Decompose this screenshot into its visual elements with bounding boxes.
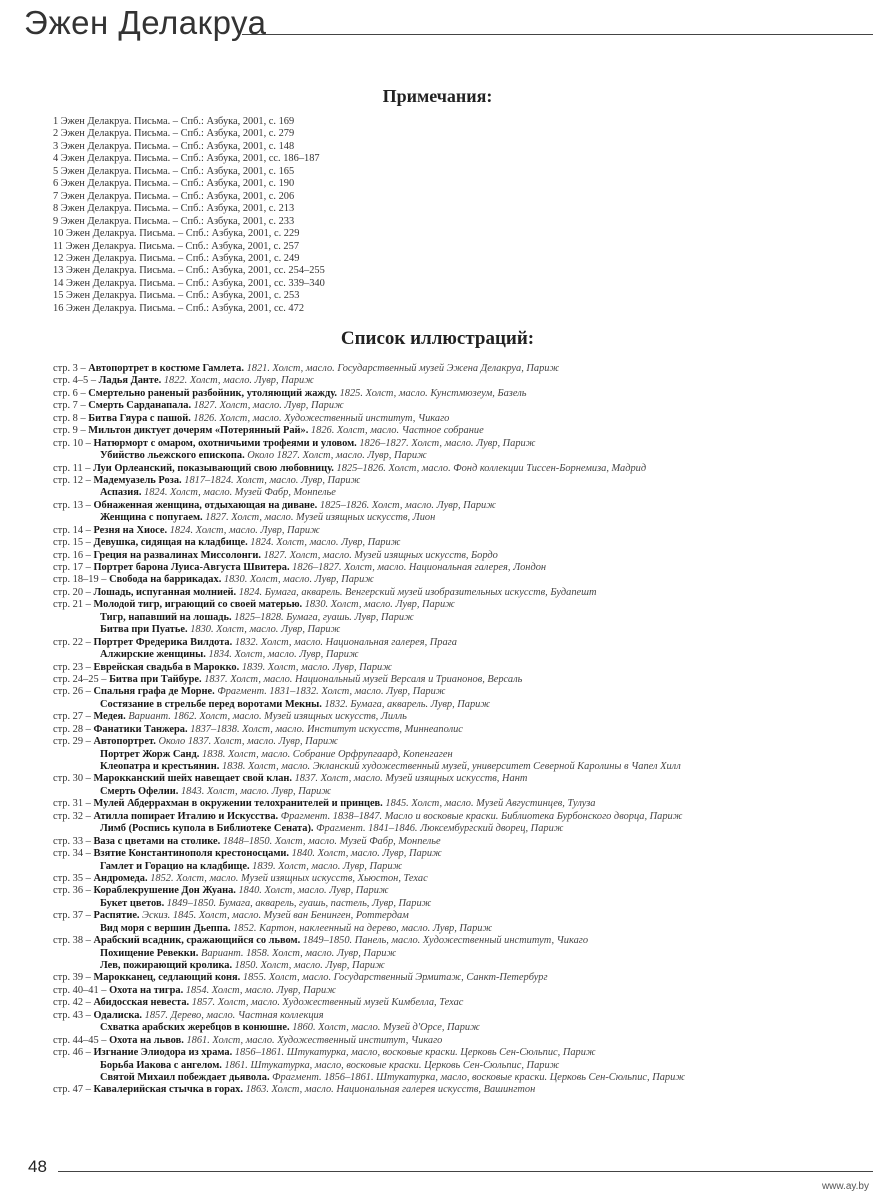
illustration-row <box>53 624 868 636</box>
illustration-details: 1856–1861. Штукатурка, масло, восковые краски. Церковь Сен-Сюльпис, Париж <box>234 1047 596 1059</box>
illustration-title: Одалиска. <box>93 1009 143 1021</box>
illustration-title: Клеопатра и крестьянин. <box>100 761 220 772</box>
illustration-details: 1838. Холст, масло. Собрание Орфрупгаард, Копенгаген <box>202 748 453 760</box>
illustration-page: стр. 23 – <box>53 661 91 673</box>
illustration-details: Эскиз. 1845. Холст, масло. Музей ван Бенинген, Роттердам <box>142 910 409 922</box>
illustration-title: Аспазия. <box>100 487 142 499</box>
illustration-details: 1852. Холст, масло. Музей изящных искусств, Хьюстон, Техас <box>150 872 428 884</box>
illustration-details: 1852. Картон, наклеенный на дерево, масло. Лувр, Париж <box>233 922 493 934</box>
illustration-title: Борьба Иакова с ангелом. <box>100 1059 222 1071</box>
illustration-title: Луи Орлеанский, показывающий свою любовницу. <box>93 462 334 474</box>
illustration-details: 1837. Холст, масло. Национальный музей Версаля и Трианонов, Версаль <box>204 673 523 685</box>
illustration-details: 1861. Холст, масло. Художественный институт, Чикаго <box>186 1034 443 1046</box>
illustration-title: Состязание в стрельбе перед воротами Мекны. <box>100 698 322 710</box>
illustration-page: стр. 26 – <box>53 686 91 698</box>
illustration-title: Схватка арабских жеребцов в конюшне. <box>100 1022 290 1034</box>
illustration-row <box>53 400 868 412</box>
illustration-row <box>53 798 868 810</box>
illustration-title: Смерть Офелии. <box>100 785 179 797</box>
illustration-page: стр. 22 – <box>53 636 91 648</box>
illustration-page: стр. 29 – <box>53 736 91 748</box>
illustration-title: Битва Гяура с пашой. <box>88 412 191 424</box>
illustration-title: Абидосская невеста. <box>93 997 190 1009</box>
illustration-title: Обнаженная женщина, отдыхающая на диване. <box>93 499 318 511</box>
illustration-row <box>53 525 868 537</box>
illustration-page: стр. 39 – <box>53 972 91 984</box>
illustration-details: 1839. Холст, масло. Лувр, Париж <box>252 860 403 872</box>
illustration-details: 1863. Холст, масло. Национальная галерея искусств, Вашингтон <box>245 1084 536 1096</box>
illustration-page: стр. 32 – <box>53 810 91 822</box>
illustration-row <box>53 1047 868 1059</box>
illustration-details: 1837–1838. Холст, масло. Институт искусств, Миннеаполис <box>190 723 463 735</box>
illustration-row <box>53 363 868 375</box>
illustration-details: Фрагмент. 1838–1847. Масло и восковые краски. Библиотека Бурбонского дворца, Париж <box>280 810 683 822</box>
illustration-title: Портрет Фредерика Вилдота. <box>93 636 233 648</box>
illustration-details: 1861. Штукатурка, масло, восковые краски. Церковь Сен-Сюльпис, Париж <box>224 1059 560 1071</box>
illustration-row <box>53 749 868 761</box>
illustration-page: стр. 44–45 – <box>53 1034 107 1046</box>
footer-rule <box>58 1171 873 1172</box>
illustration-title: Смертельно раненый разбойник, утоляющий жажду. <box>88 387 337 399</box>
illustration-details: 1845. Холст, масло. Музей Августинцев, Тулуза <box>385 798 596 810</box>
illustration-details: 1832. Бумага, акварель. Лувр, Париж <box>324 698 491 710</box>
illustration-details: 1857. Дерево, масло. Частная коллекция <box>144 1009 324 1021</box>
illustration-details: 1827. Холст, масло. Музей изящных искусств, Лион <box>205 512 436 524</box>
illustration-page: стр. 46 – <box>53 1047 91 1059</box>
note-item: 10 Эжен Делакруа. Письма. – Спб.: Азбука, 2001, с. 229 <box>53 228 300 240</box>
illustration-row <box>53 985 868 997</box>
illustration-details: 1849–1850. Бумага, акварель, гуашь, пастель, Лувр, Париж <box>166 897 432 909</box>
illustration-row <box>53 686 868 698</box>
illustration-row <box>53 873 868 885</box>
illustration-details: 1826. Холст, масло. Частное собрание <box>310 425 484 437</box>
illustration-title: Автопортрет. <box>93 736 156 748</box>
illustration-title: Святой Михаил побеждает дьявола. <box>100 1071 270 1083</box>
illustration-row <box>53 1022 868 1034</box>
illustration-row <box>53 649 868 661</box>
illustration-details: 1826. Холст, масло. Художественный институт, Чикаго <box>193 412 450 424</box>
illustration-details: 1822. Холст, масло. Лувр, Париж <box>163 375 314 387</box>
illustration-page: стр. 18–19 – <box>53 574 107 586</box>
illustration-details: 1830. Холст, масло. Лувр, Париж <box>223 574 374 586</box>
illustration-row <box>53 1084 868 1096</box>
illustration-page: стр. 35 – <box>53 872 91 884</box>
illustration-title: Лимб (Роспись купола в Библиотеке Сената). <box>100 823 314 835</box>
illustration-row <box>53 972 868 984</box>
illustration-details: 1849–1850. Панель, масло. Художественный институт, Чикаго <box>302 935 589 947</box>
illustration-title: Букет цветов. <box>100 897 165 909</box>
illustration-title: Еврейская свадьба в Марокко. <box>93 661 240 673</box>
illustration-details: 1830. Холст, масло. Лувр, Париж <box>190 624 341 636</box>
illustration-title: Фанатики Танжера. <box>93 723 188 735</box>
illustration-row <box>53 885 868 897</box>
illustration-details: 1826–1827. Холст, масло. Лувр, Париж <box>359 437 536 449</box>
illustration-title: Охота на львов. <box>109 1034 184 1046</box>
illustration-details: 1824. Бумага, акварель. Венгерский музей изобразительных искусств, Будапешт <box>238 586 597 598</box>
illustration-title: Медея. <box>93 711 126 723</box>
illustrations-heading: Список иллюстраций: <box>340 328 535 349</box>
illustration-details: 1825–1826. Холст, масло. Лувр, Париж <box>319 499 496 511</box>
note-item: 11 Эжен Делакруа. Письма. – Спб.: Азбука, 2001, с. 257 <box>53 240 300 252</box>
page-number: 48 <box>28 1157 47 1176</box>
note-item: 2 Эжен Делакруа. Письма. – Спб.: Азбука, 2001, с. 279 <box>53 128 295 140</box>
illustration-page: стр. 8 – <box>53 412 86 424</box>
illustration-details: 1824. Холст, масло. Музей Фабр, Монпелье <box>144 487 336 499</box>
illustration-row <box>53 861 868 873</box>
illustration-title: Мадемуазель Роза. <box>93 474 182 486</box>
illustration-title: Похищение Ревекки. <box>100 947 199 959</box>
illustration-page: стр. 15 – <box>53 537 91 549</box>
note-item: 16 Эжен Делакруа. Письма. – Спб.: Азбука, 2001, сс. 472 <box>53 302 305 314</box>
illustration-page: стр. 14 – <box>53 524 91 536</box>
illustration-details: 1860. Холст, масло. Музей д'Орсе, Париж <box>292 1022 480 1034</box>
illustration-page: стр. 31 – <box>53 798 91 810</box>
illustration-page: стр. 7 – <box>53 400 86 412</box>
illustration-title: Арабский всадник, сражающийся со львом. <box>93 935 301 947</box>
illustration-title: Взятие Константинополя крестоносцами. <box>93 848 290 860</box>
illustration-row <box>53 500 868 512</box>
illustration-row <box>53 450 868 462</box>
illustration-row <box>53 848 868 860</box>
illustration-details: 1838. Холст, масло. Экланский художественный музей, университет Северной Каролины в Чапел Хилл <box>221 761 681 772</box>
illustration-row <box>53 674 868 686</box>
illustration-title: Вид моря с вершин Дьеппа. <box>100 922 231 934</box>
illustration-details: 1854. Холст, масло. Лувр, Париж <box>185 984 336 996</box>
illustration-page: стр. 6 – <box>53 387 86 399</box>
illustration-page: стр. 40–41 – <box>53 984 107 996</box>
illustration-row <box>53 898 868 910</box>
illustration-title: Андромеда. <box>93 872 148 884</box>
note-item: 13 Эжен Делакруа. Письма. – Спб.: Азбука, 2001, сс. 254–255 <box>53 265 325 277</box>
illustration-details: Вариант. 1858. Холст, масло. Лувр, Париж <box>200 947 397 959</box>
note-item: 8 Эжен Делакруа. Письма. – Спб.: Азбука, 2001, с. 213 <box>53 203 295 215</box>
illustration-page: стр. 43 – <box>53 1009 91 1021</box>
illustration-details: Вариант. 1862. Холст, масло. Музей изящных искусств, Лилль <box>128 711 407 723</box>
illustration-row <box>53 836 868 848</box>
illustration-details: 1855. Холст, масло. Государственный Эрмитаж, Санкт-Петербург <box>242 972 548 984</box>
illustration-details: 1843. Холст, масло. Лувр, Париж <box>180 785 332 797</box>
illustration-row <box>53 1035 868 1047</box>
illustration-page: стр. 38 – <box>53 935 91 947</box>
illustration-title: Охота на тигра. <box>109 984 184 996</box>
illustration-details: 1821. Холст, масло. Государственный музей Эжена Делакруа, Париж <box>246 363 560 374</box>
note-item: 5 Эжен Делакруа. Письма. – Спб.: Азбука, 2001, с. 165 <box>53 165 295 177</box>
illustration-row <box>53 724 868 736</box>
illustration-title: Убийство льежского епископа. <box>100 450 245 462</box>
note-item: 7 Эжен Делакруа. Письма. – Спб.: Азбука, 2001, с. 206 <box>53 190 295 202</box>
illustration-page: стр. 36 – <box>53 885 91 897</box>
illustration-title: Мильтон диктует дочерям «Потерянный Рай». <box>88 425 309 437</box>
illustration-details: 1832. Холст, масло. Национальная галерея, Прага <box>234 636 457 648</box>
illustration-title: Лев, пожирающий кролика. <box>100 960 233 971</box>
illustration-details: 1850. Холст, масло. Лувр, Париж <box>234 960 385 971</box>
notes-list <box>53 116 325 315</box>
illustration-page: стр. 4–5 – <box>53 375 97 387</box>
illustration-row <box>53 438 868 450</box>
illustration-details: 1827. Холст, масло. Лувр, Париж <box>193 400 344 412</box>
illustration-title: Автопортрет в костюме Гамлета. <box>88 363 244 374</box>
illustration-page: стр. 13 – <box>53 499 91 511</box>
illustration-details: 1817–1824. Холст, масло. Лувр, Париж <box>184 474 361 486</box>
illustration-row <box>53 550 868 562</box>
illustration-row <box>53 736 868 748</box>
illustration-details: 1839. Холст, масло. Лувр, Париж <box>241 661 392 673</box>
note-item: 12 Эжен Делакруа. Письма. – Спб.: Азбука, 2001, с. 249 <box>53 252 300 264</box>
illustration-title: Атилла попирает Италию и Искусства. <box>93 810 279 822</box>
illustration-title: Свобода на баррикадах. <box>109 574 222 586</box>
illustration-title: Мулей Абдеррахман в окружении телохранителей и принцев. <box>93 798 383 810</box>
illustration-title: Марокканский шейх навещает свой клан. <box>93 773 292 785</box>
illustration-row <box>53 910 868 922</box>
illustration-details: 1824. Холст, масло. Лувр, Париж <box>250 537 401 549</box>
note-item: 14 Эжен Делакруа. Письма. – Спб.: Азбука, 2001, сс. 339–340 <box>53 277 325 289</box>
illustration-page: стр. 42 – <box>53 997 91 1009</box>
illustration-title: Молодой тигр, играющий со своей матерью. <box>93 599 303 611</box>
illustration-row <box>53 1010 868 1022</box>
illustration-row <box>53 786 868 798</box>
illustration-page: стр. 37 – <box>53 910 91 922</box>
illustration-row <box>53 699 868 711</box>
illustration-page: стр. 11 – <box>53 462 91 474</box>
illustration-details: Фрагмент. 1841–1846. Люксембургский дворец, Париж <box>316 823 564 835</box>
illustration-title: Марокканец, седлающий коня. <box>93 972 241 984</box>
illustration-row <box>53 948 868 960</box>
illustration-page: стр. 20 – <box>53 586 91 598</box>
illustration-row <box>53 923 868 935</box>
illustration-details: 1824. Холст, масло. Лувр, Париж <box>169 524 320 536</box>
illustration-page: стр. 10 – <box>53 437 91 449</box>
illustration-page: стр. 28 – <box>53 723 91 735</box>
illustration-row <box>53 811 868 823</box>
illustration-title: Битва при Пуатье. <box>100 624 188 636</box>
illustration-title: Спальня графа де Морне. <box>93 686 215 698</box>
illustration-row <box>53 375 868 387</box>
illustration-row <box>53 823 868 835</box>
illustration-title: Тигр, напавший на лошадь. <box>100 611 232 623</box>
illustration-row <box>53 475 868 487</box>
page-title: Эжен Делакруа <box>24 4 267 41</box>
illustration-row <box>53 388 868 400</box>
illustration-row <box>53 562 868 574</box>
illustration-row <box>53 612 868 624</box>
illustration-title: Женщина с попугаем. <box>100 512 203 524</box>
illustration-details: 1848–1850. Холст, масло. Музей Фабр, Монпелье <box>222 835 441 847</box>
illustration-title: Кавалерийская стычка в горах. <box>93 1084 243 1096</box>
illustration-page: стр. 17 – <box>53 562 91 573</box>
illustration-row <box>53 537 868 549</box>
illustration-page: стр. 21 – <box>53 599 91 611</box>
illustration-page: стр. 34 – <box>53 848 91 860</box>
illustration-row <box>53 1072 868 1084</box>
illustration-row <box>53 487 868 499</box>
watermark: www.ay.by <box>821 1181 869 1192</box>
illustration-details: 1830. Холст, масло. Лувр, Париж <box>304 599 455 611</box>
illustration-title: Распятие. <box>93 910 140 922</box>
page-header <box>0 4 875 44</box>
illustration-details: Около 1837. Холст, масло. Лувр, Париж <box>158 736 338 748</box>
illustration-row <box>53 761 868 773</box>
illustration-row <box>53 1060 868 1072</box>
note-item: 15 Эжен Делакруа. Письма. – Спб.: Азбука, 2001, с. 253 <box>53 290 300 302</box>
illustration-row <box>53 512 868 524</box>
illustration-row <box>53 413 868 425</box>
illustration-page: стр. 16 – <box>53 549 91 561</box>
illustration-page: стр. 30 – <box>53 773 91 785</box>
illustration-details: 1825. Холст, масло. Кунстмюзеум, Базель <box>339 387 527 399</box>
illustration-details: 1825–1828. Бумага, гуашь. Лувр, Париж <box>234 611 414 623</box>
illustration-title: Портрет барона Луиса-Августа Швитера. <box>93 562 290 573</box>
note-item: 1 Эжен Делакруа. Письма. – Спб.: Азбука, 2001, с. 169 <box>53 116 295 127</box>
illustration-details: 1840. Холст, масло. Лувр, Париж <box>238 885 389 897</box>
illustration-title: Резня на Хиосе. <box>93 524 168 536</box>
illustration-row <box>53 574 868 586</box>
illustration-details: 1837. Холст, масло. Музей изящных искусств, Нант <box>294 773 528 785</box>
illustration-page: стр. 24–25 – <box>53 673 107 685</box>
header-rule <box>242 34 873 35</box>
illustration-title: Ваза с цветами на столике. <box>93 835 221 847</box>
illustration-page: стр. 12 – <box>53 474 91 486</box>
illustration-page: стр. 27 – <box>53 711 91 723</box>
illustration-details: Фрагмент. 1856–1861. Штукатурка, масло, восковые краски. Церковь Сен-Сюльпис, Париж <box>272 1071 685 1083</box>
illustration-row <box>53 587 868 599</box>
illustration-title: Натюрморт с омаром, охотничьими трофеями и уловом. <box>93 437 357 449</box>
illustration-row <box>53 711 868 723</box>
illustration-title: Кораблекрушение Дон Жуана. <box>93 885 236 897</box>
illustration-title: Изгнание Элиодора из храма. <box>93 1047 233 1059</box>
illustration-details: 1827. Холст, масло. Музей изящных искусств, Бордо <box>263 549 498 561</box>
illustration-page: стр. 33 – <box>53 835 91 847</box>
note-item: 4 Эжен Делакруа. Письма. – Спб.: Азбука, 2001, сс. 186–187 <box>53 153 320 165</box>
illustration-row <box>53 662 868 674</box>
illustration-title: Лошадь, испуганная молнией. <box>93 586 237 598</box>
illustration-details: 1834. Холст, масло. Лувр, Париж <box>208 649 359 661</box>
illustration-title: Портрет Жорж Санд. <box>100 748 200 760</box>
illustration-page: стр. 47 – <box>53 1084 91 1096</box>
illustration-details: 1825–1826. Холст, масло. Фонд коллекции Тиссен-Борнемиза, Мадрид <box>336 462 647 474</box>
illustration-title: Греция на развалинах Миссолонги. <box>93 549 262 561</box>
illustration-row <box>53 773 868 785</box>
illustration-title: Девушка, сидящая на кладбище. <box>93 537 248 549</box>
illustration-title: Алжирские женщины. <box>100 649 206 661</box>
illustration-details: Около 1827. Холст, масло. Лувр, Париж <box>247 450 427 462</box>
illustration-page: стр. 9 – <box>53 425 86 437</box>
illustration-row <box>53 935 868 947</box>
illustration-page: стр. 3 – <box>53 363 86 374</box>
illustration-title: Гамлет и Горацио на кладбище. <box>100 860 250 872</box>
illustration-title: Смерть Сарданапала. <box>88 400 192 412</box>
illustration-row <box>53 463 868 475</box>
note-item: 3 Эжен Делакруа. Письма. – Спб.: Азбука, 2001, с. 148 <box>53 140 295 152</box>
illustration-title: Битва при Тайбуре. <box>109 673 202 685</box>
illustration-details: 1840. Холст, масло. Лувр, Париж <box>291 848 442 860</box>
illustration-details: Фрагмент. 1831–1832. Холст, масло. Лувр, Париж <box>217 686 446 698</box>
illustrations-list <box>53 363 868 1097</box>
illustration-row <box>53 960 868 972</box>
illustration-details: 1826–1827. Холст, масло. Национальная галерея, Лондон <box>292 562 547 573</box>
notes-heading: Примечания: <box>382 86 493 106</box>
illustration-row <box>53 637 868 649</box>
illustration-title: Ладья Данте. <box>98 375 162 387</box>
illustration-row <box>53 425 868 437</box>
note-item: 6 Эжен Делакруа. Письма. – Спб.: Азбука, 2001, с. 190 <box>53 178 295 190</box>
illustration-details: 1857. Холст, масло. Художественный музей Кимбелла, Техас <box>191 997 464 1009</box>
note-item: 9 Эжен Делакруа. Письма. – Спб.: Азбука, 2001, с. 233 <box>53 215 295 227</box>
illustration-row <box>53 997 868 1009</box>
illustration-row <box>53 599 868 611</box>
